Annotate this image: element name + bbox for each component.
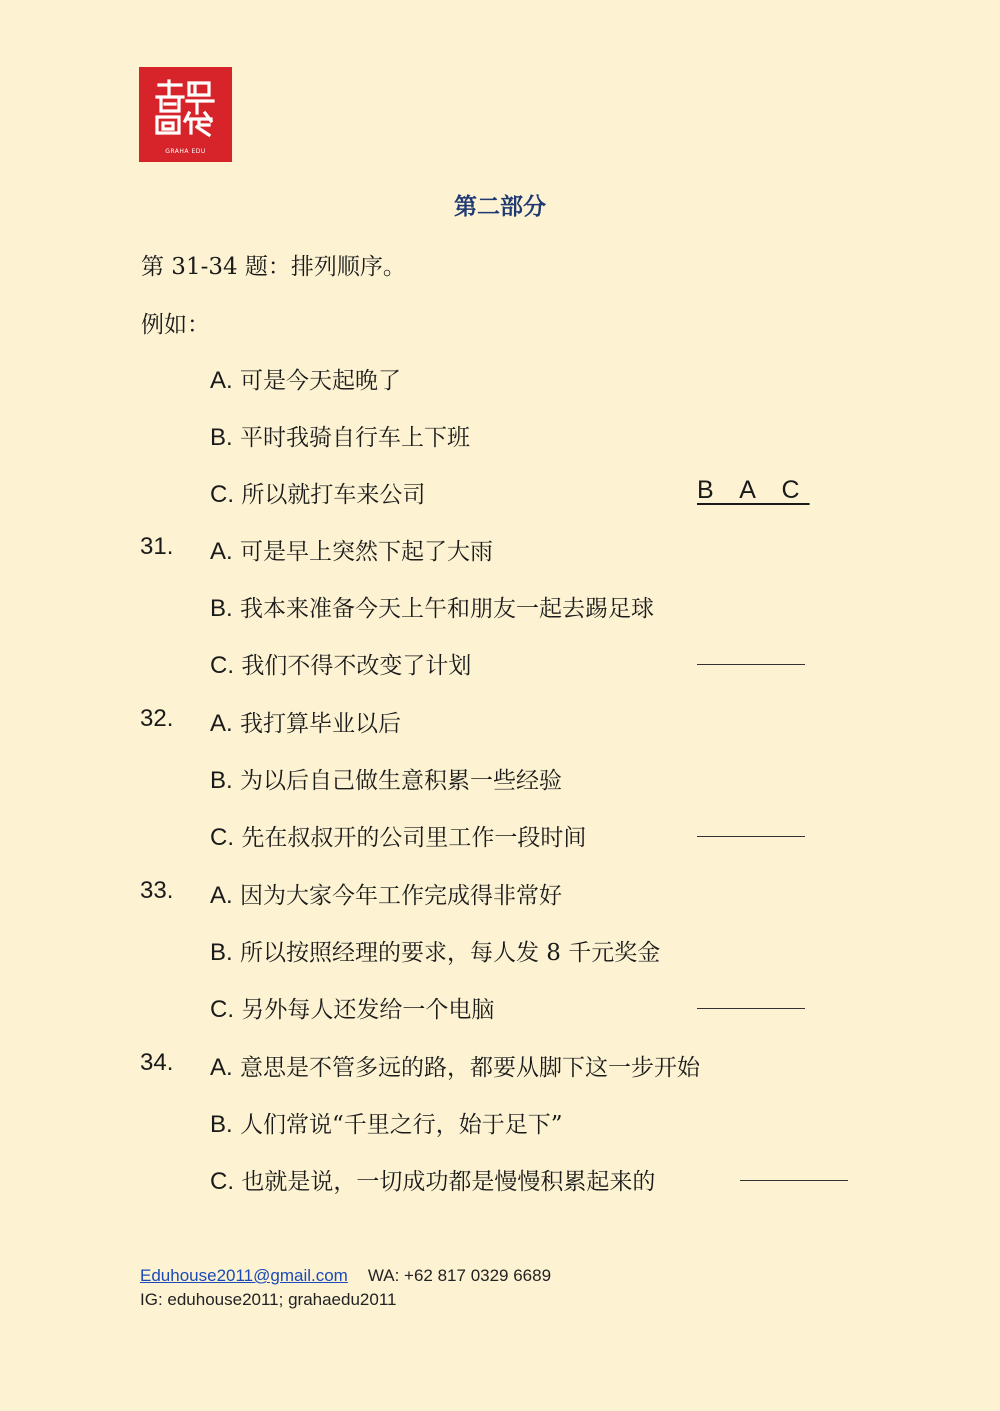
question-number: 34.	[140, 1049, 174, 1076]
option-letter: B.	[210, 424, 233, 451]
question-number: 31.	[140, 533, 174, 560]
option-text: 我们不得不改变了计划	[241, 653, 472, 679]
option-letter: B.	[210, 767, 233, 794]
option-letter: B.	[210, 595, 233, 622]
question-number: 33.	[140, 877, 174, 904]
example-option-a	[0, 362, 1000, 396]
example-answer: B A C	[697, 476, 810, 504]
example-option-c	[0, 476, 1000, 510]
whatsapp-contact: WA: +62 817 0329 6689	[367, 1266, 552, 1285]
option-letter: C.	[210, 652, 234, 679]
question-34-option-b	[0, 1106, 1000, 1140]
logo-caption: GRAHA EDU	[165, 148, 206, 155]
question-33-option-b	[0, 934, 1000, 968]
question-34-option-c	[0, 1163, 1000, 1197]
question-number: 32.	[140, 705, 174, 732]
option-text: 平时我骑自行车上下班	[240, 425, 470, 451]
question-33-option-a	[0, 877, 1000, 911]
instruction: 第 31-34 题：排列顺序。	[141, 254, 406, 280]
question-32-option-a	[0, 705, 1000, 739]
graha-edu-logo	[139, 67, 232, 162]
option-letter: A.	[210, 367, 233, 394]
question-32-option-b	[0, 762, 1000, 796]
question-32-option-c	[0, 819, 1000, 853]
seal-glyph-icon	[139, 67, 232, 147]
answer-blank-32[interactable]	[697, 836, 805, 837]
question-31-option-b	[0, 590, 1000, 624]
answer-blank-31[interactable]	[697, 664, 805, 665]
option-letter: A.	[210, 1054, 233, 1081]
option-letter: C.	[210, 1168, 234, 1195]
option-letter: A.	[210, 538, 233, 565]
question-31-option-a	[0, 533, 1000, 567]
option-letter: C.	[210, 824, 234, 851]
option-text: 意思是不管多远的路，都要从脚下这一步开始	[240, 1055, 700, 1081]
question-34-option-a	[0, 1049, 1000, 1083]
option-letter: B.	[210, 939, 233, 966]
footer	[140, 1266, 551, 1310]
option-letter: C.	[210, 996, 234, 1023]
answer-blank-34[interactable]	[740, 1180, 848, 1181]
option-text: 也就是说，一切成功都是慢慢积累起来的	[241, 1169, 656, 1195]
option-text: 因为大家今年工作完成得非常好	[240, 883, 562, 909]
option-letter: B.	[210, 1111, 233, 1138]
option-letter: A.	[210, 882, 233, 909]
section-title: 第二部分	[454, 193, 546, 220]
answer-blank-33[interactable]	[697, 1008, 805, 1009]
example-option-b	[0, 419, 1000, 453]
question-31-option-c	[0, 647, 1000, 681]
option-text: 为以后自己做生意积累一些经验	[240, 768, 562, 794]
option-letter: C.	[210, 481, 234, 508]
option-text: 所以按照经理的要求，每人发 8 千元奖金	[240, 940, 661, 966]
instagram-contact: IG: eduhouse2011; grahaedu2011	[140, 1290, 397, 1309]
option-text: 我本来准备今天上午和朋友一起去踢足球	[240, 596, 654, 622]
option-text: 另外每人还发给一个电脑	[241, 997, 495, 1023]
example-label: 例如：	[141, 312, 210, 338]
question-33-option-c	[0, 991, 1000, 1025]
email-link[interactable]: Eduhouse2011@gmail.com	[140, 1266, 348, 1285]
option-text: 我打算毕业以后	[240, 711, 401, 737]
option-text: 人们常说“千里之行，始于足下”	[240, 1112, 563, 1138]
option-letter: A.	[210, 710, 233, 737]
option-text: 所以就打车来公司	[241, 482, 426, 508]
option-text: 可是今天起晚了	[240, 368, 401, 394]
option-text: 可是早上突然下起了大雨	[240, 539, 493, 565]
option-text: 先在叔叔开的公司里工作一段时间	[241, 825, 587, 851]
